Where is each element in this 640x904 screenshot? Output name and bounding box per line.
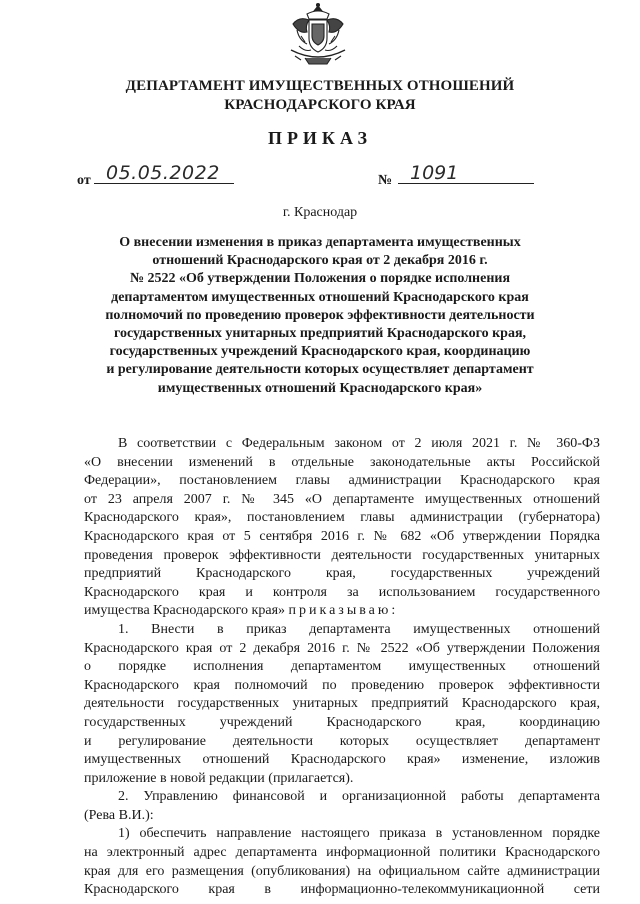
body-line: от 23 апреля 2007 г. № 345 «О департаменте имущественных отношений [84,491,600,507]
number-prefix-label: № [378,173,393,188]
city-label: г. Краснодар [282,205,358,220]
body-line: о порядке исполнения департаментом имущественных отношений [84,659,600,675]
document-type-title: ПРИКАЗ [267,128,373,148]
body-line: Федерации», постановлением главы администрации Краснодарского края [84,473,600,489]
date-prefix-label: от [77,173,91,188]
subject-line: О внесении изменения в приказ департамента имущественных [119,235,521,250]
body-line: края для его размещения (опубликования) на официальном сайте администрации [84,863,600,879]
body-line: имущественных отношений Краснодарского края» изменение, изложив [84,752,600,768]
subject-line: государственных учреждений Краснодарского края, координацию [109,344,531,360]
order-date-field: 05.05.2022 [94,162,234,184]
body-line: Краснодарского края и контроля за использованием государственного [84,584,600,600]
order-word: приказываю: [288,603,399,619]
body-line-text: имущества Краснодарского края» [84,603,286,619]
body-line: Краснодарского края полномочий по проведению проверок эффективности [84,677,600,693]
subject-line: отношений Краснодарского края от 2 декабря 2016 г. [152,253,488,269]
coat-of-arms-icon [287,2,349,66]
body-line: 1) обеспечить направление настоящего приказа в установленном порядке [118,826,600,842]
department-name-line1: ДЕПАРТАМЕНТ ИМУЩЕСТВЕННЫХ ОТНОШЕНИЙ [125,78,515,94]
body-line: и регулирование деятельности которых осуществляет департамент [84,733,600,749]
department-name-line2: КРАСНОДАРСКОГО КРАЯ [224,97,416,113]
body-line: Краснодарского края от 5 сентября 2016 г. № 682 «Об утверждении Порядка [84,528,600,544]
body-line: на электронный адрес департамента информационной политики Краснодарского [84,845,600,861]
subject-line: полномочий по проведению проверок эффективности деятельности [105,307,535,323]
body-line: 2. Управлению финансовой и организационной работы департамента [118,789,600,805]
order-body [84,435,600,900]
subject-line: № 2522 «Об утверждении Положения о порядке исполнения [129,271,511,287]
body-line: 1. Внести в приказ департамента имущественных отношений [118,621,600,637]
body-line: предприятий Краснодарского края, государственных учреждений [84,566,600,582]
body-line: государственных учреждений Краснодарского края, координацию [84,714,600,730]
subject-line: и регулирование деятельности которых осуществляет департамент [106,362,534,378]
body-line: «О внесении изменений в отдельные законодательные акты Российской [84,454,600,470]
body-line: Краснодарского края в информационно-телекоммуникационной сети [84,882,600,898]
subject-line: государственных унитарных предприятий Краснодарского края, [113,326,527,342]
subject-line: имущественных отношений Краснодарского края» [157,380,483,396]
body-line: Краснодарского края», постановлением главы администрации (губернатора) [84,510,600,526]
body-line: (Рева В.И.): [84,807,154,823]
order-number-field: 1091 [398,162,534,184]
body-line: проведения проверок эффективности деятельности государственных унитарных [84,547,600,563]
body-line: деятельности государственных унитарных предприятий Краснодарского края, [84,696,600,712]
body-line: приложение в новой редакции (прилагается). [84,770,354,786]
order-subject [100,234,540,398]
body-line: Краснодарского края от 2 декабря 2016 г. № 2522 «Об утверждении Положения [84,640,600,656]
subject-line: департаментом имущественных отношений Краснодарского края [111,289,529,305]
body-line: В соответствии с Федеральным законом от 2 июля 2021 г. № 360-ФЗ [118,436,600,451]
body-line-order [84,602,600,621]
